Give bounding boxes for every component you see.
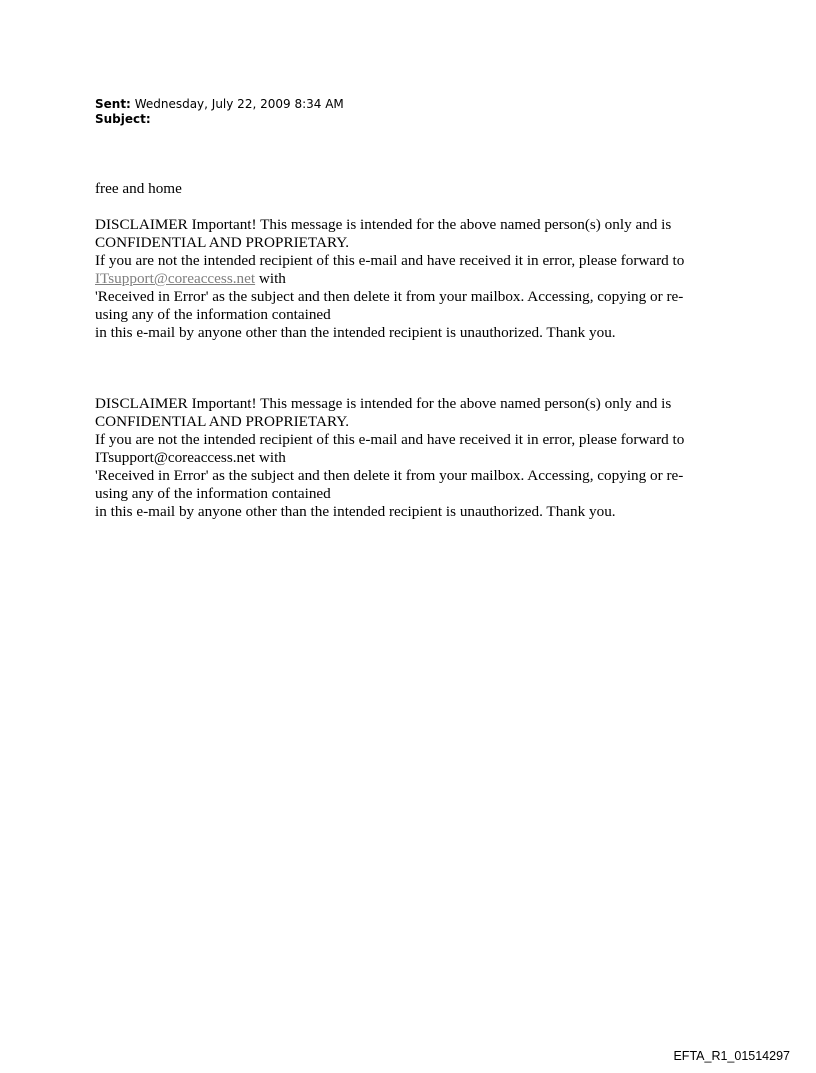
message-greeting: [95, 180, 735, 198]
support-email-link[interactable]: ITsupport@coreaccess.net: [95, 270, 256, 287]
disclaimer-2-line-3: If you are not the intended recipient of this e-mail and have received it in error, please forward to: [95, 431, 685, 448]
disclaimer-2-line-6: in this e-mail by anyone other than the intended recipient is unauthorized. Thank you.: [95, 503, 616, 520]
sent-row: [95, 97, 344, 112]
disclaimer-2-email-line: ITsupport@coreaccess.net with: [95, 449, 286, 466]
disclaimer-1-line-6: in this e-mail by anyone other than the intended recipient is unauthorized. Thank you.: [95, 324, 616, 341]
sent-label: Sent:: [95, 97, 131, 111]
disclaimer-1-line-5: using any of the information contained: [95, 306, 331, 323]
subject-row: [95, 112, 344, 127]
sent-value: Wednesday, July 22, 2009 8:34 AM: [134, 97, 344, 111]
document-id-stamp: EFTA_R1_01514297: [673, 1049, 790, 1063]
disclaimer-2-line-5: using any of the information contained: [95, 485, 331, 502]
email-header: [95, 97, 344, 127]
disclaimer-2-line-1: DISCLAIMER Important! This message is intended for the above named person(s) only and is: [95, 395, 672, 412]
greeting-text: free and home: [95, 180, 182, 197]
disclaimer-2-line-2: CONFIDENTIAL AND PROPRIETARY.: [95, 413, 350, 430]
disclaimer-block-1: [95, 216, 735, 342]
disclaimer-block-2: [95, 395, 735, 521]
disclaimer-1-line-1: DISCLAIMER Important! This message is intended for the above named person(s) only and is: [95, 216, 672, 233]
disclaimer-1-email-line: [95, 270, 735, 288]
subject-label: Subject:: [95, 112, 151, 126]
disclaimer-2-line-4: 'Received in Error' as the subject and then delete it from your mailbox. Accessing, copying or re-: [95, 467, 684, 484]
disclaimer-1-line-2: CONFIDENTIAL AND PROPRIETARY.: [95, 234, 350, 251]
disclaimer-1-line-4: 'Received in Error' as the subject and then delete it from your mailbox. Accessing, copying or re-: [95, 288, 684, 305]
disclaimer-1-after-email: with: [255, 270, 286, 287]
disclaimer-1-line-3: If you are not the intended recipient of this e-mail and have received it in error, please forward to: [95, 252, 685, 269]
